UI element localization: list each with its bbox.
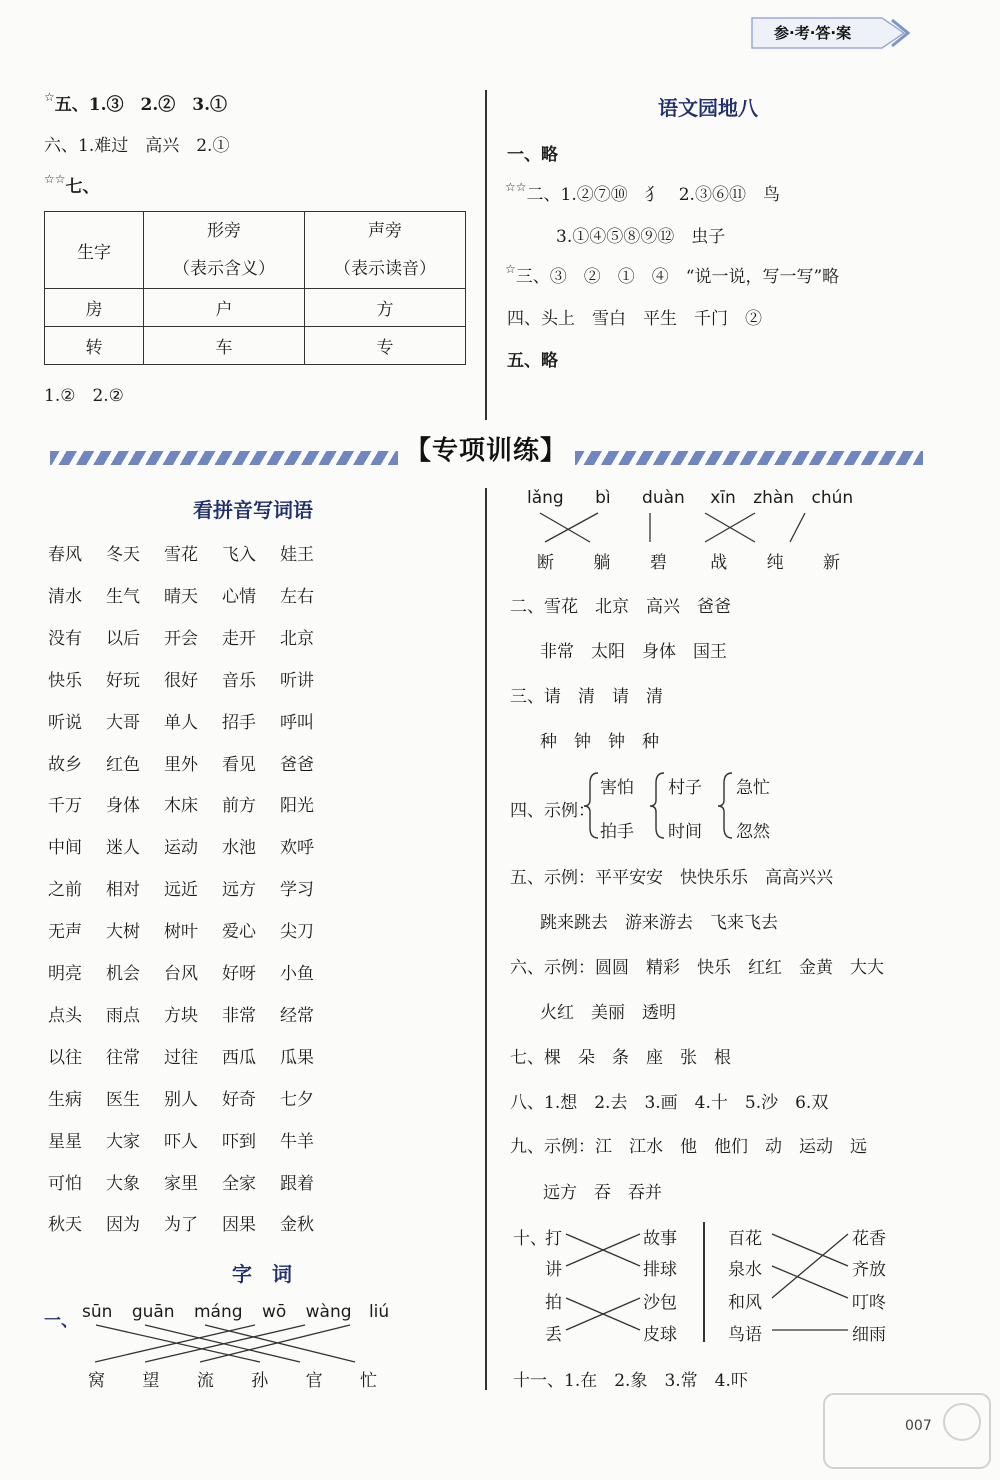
- vocab-word: 运动: [164, 838, 198, 859]
- vocab-word: 无声: [48, 922, 82, 943]
- q5-text: 五、1.③ 2.② 3.①: [54, 95, 228, 115]
- pinyin-item: lǎng: [527, 488, 564, 508]
- answer-line-r5: 四、头上 雪白 平生 千门 ②: [507, 309, 762, 329]
- q10-label: 十、: [513, 1229, 547, 1249]
- q4-label: 四、示例：: [510, 801, 595, 821]
- vocab-word: 为了: [164, 1215, 198, 1236]
- vocab-word: 大哥: [106, 712, 140, 733]
- vocab-word: 北京: [280, 628, 314, 649]
- table-cell: 转: [45, 327, 144, 365]
- vocab-word: 家里: [164, 1173, 198, 1194]
- vocab-word: 远方: [222, 880, 256, 901]
- q4-word: 拍手: [600, 822, 634, 842]
- star-mark: ☆: [44, 90, 55, 104]
- table-cell: 车: [144, 327, 305, 365]
- char-item: 碧: [649, 553, 667, 573]
- vocab-word: 故乡: [48, 754, 82, 775]
- vocab-word: 里外: [164, 754, 198, 775]
- q4-word: 时间: [668, 822, 702, 842]
- header-tag-text: 参·考·答·案: [774, 24, 852, 42]
- vocab-word: 以后: [106, 628, 140, 649]
- answer-line-r3: 3.①④⑤⑧⑨⑫ 虫子: [556, 227, 726, 247]
- vocab-word: 好奇: [222, 1089, 256, 1110]
- vocab-word: 雪花: [164, 545, 198, 565]
- answer-line-after-table: 1.② 2.②: [44, 386, 124, 406]
- pinyin-item: guān: [131, 1302, 175, 1322]
- q4-word: 村子: [668, 778, 702, 798]
- q10-rr-item: 叮咚: [852, 1293, 886, 1313]
- vocab-word: 医生: [106, 1089, 140, 1110]
- vocab-word: 雨点: [106, 1005, 140, 1026]
- q10-left-item: 讲: [545, 1260, 562, 1280]
- vocab-word: 左右: [280, 586, 314, 607]
- vocab-word: 爸爸: [280, 754, 314, 775]
- vocab-word: 秋天: [48, 1215, 82, 1236]
- vocab-word: 好呀: [222, 964, 256, 984]
- answer-line-q9b: 远方 吞 吞并: [543, 1183, 662, 1203]
- q10-rl-item: 泉水: [728, 1260, 762, 1280]
- pinyin-item: máng: [193, 1302, 243, 1322]
- q7-text: 七、: [65, 177, 100, 197]
- vocab-word: 吓人: [164, 1131, 198, 1152]
- vocab-word: 生气: [106, 586, 140, 607]
- pinyin-item: duàn: [642, 488, 685, 508]
- answer-line-q5b: 跳来跳去 游来游去 飞来飞去: [540, 913, 778, 933]
- q10-rr-item: 细雨: [852, 1325, 886, 1345]
- char-item: 纯: [766, 553, 784, 573]
- char-item: 官: [305, 1371, 323, 1391]
- vocab-word: 全家: [222, 1173, 256, 1194]
- vocab-word: 爱心: [222, 922, 256, 943]
- vocab-word: 学习: [280, 880, 314, 901]
- q4-word: 害怕: [600, 778, 634, 798]
- sound-note: （表示读音）: [334, 259, 436, 279]
- table-header-char: 生字: [45, 212, 144, 289]
- banner-title: 【专项训练】: [405, 436, 568, 466]
- answer-line-q6a: 六、示例：圆圆 精彩 快乐 红红 金黄 大大: [510, 958, 884, 978]
- vocab-word: 大树: [106, 922, 140, 943]
- vocab-word: 相对: [106, 880, 140, 901]
- vocab-word: 清水: [48, 586, 82, 607]
- vocab-word: 迷人: [106, 838, 140, 859]
- answer-line-q2a: 二、雪花 北京 高兴 爸爸: [510, 597, 731, 617]
- answer-line-q3b: 种 钟 钟 种: [540, 732, 659, 752]
- q10-mid-item: 沙包: [643, 1293, 677, 1313]
- q10-rr-item: 齐放: [852, 1260, 886, 1280]
- page-number: 007: [905, 1418, 932, 1434]
- r4-text: 三、③ ② ① ④ “说一说，写一写”略: [515, 267, 840, 287]
- pinyin-item: bì: [595, 488, 611, 508]
- vocab-word: 呼叫: [280, 712, 314, 733]
- char-item: 孙: [251, 1371, 269, 1391]
- vocab-word: 身体: [106, 796, 140, 817]
- q4-word: 忽然: [736, 822, 770, 842]
- answer-line-q5a: 五、示例：平平安安 快快乐乐 高高兴兴: [510, 868, 833, 888]
- vocab-word: 水池: [222, 838, 256, 859]
- char-item: 望: [142, 1371, 160, 1391]
- vocab-word: 以往: [48, 1047, 82, 1068]
- q10-rl-item: 和风: [728, 1293, 762, 1313]
- vocab-word: 台风: [164, 964, 198, 984]
- vocab-word: 看见: [222, 754, 256, 775]
- vocab-word: 方块: [164, 1005, 198, 1026]
- vocab-word: 可怕: [48, 1173, 82, 1194]
- vocab-word: 明亮: [48, 964, 82, 984]
- vocab-word: 冬天: [106, 545, 140, 565]
- vocab-word: 小鱼: [280, 964, 314, 984]
- vocab-word: 欢呼: [280, 838, 314, 859]
- vocab-word: 尖刀: [280, 922, 314, 943]
- q10-rl-item: 鸟语: [728, 1325, 762, 1345]
- vocab-word: 招手: [222, 712, 256, 733]
- q10-rr-item: 花香: [852, 1229, 886, 1249]
- star-mark: ☆: [505, 262, 516, 276]
- q10-left-item: 拍: [545, 1293, 562, 1313]
- answer-line-q11: 十一、1.在 2.象 3.常 4.吓: [513, 1371, 748, 1391]
- vocab-word: 飞入: [222, 545, 256, 565]
- vocab-word: 七夕: [280, 1089, 314, 1110]
- star-mark: ☆☆: [44, 172, 66, 186]
- q10-left-item: 丢: [545, 1325, 562, 1345]
- vocab-word: 红色: [106, 754, 140, 775]
- char-item: 窝: [88, 1371, 105, 1391]
- vocab-word: 单人: [164, 712, 198, 733]
- table-cell: 房: [45, 289, 144, 327]
- pinyin-item: zhàn: [753, 488, 795, 508]
- vocab-word: 机会: [106, 964, 140, 984]
- answer-line-r1: 一、略: [507, 145, 558, 165]
- answer-line-q6: 六、1.难过 高兴 2.①: [44, 136, 230, 156]
- answer-line-q2b: 非常 太阳 身体 国王: [540, 642, 727, 662]
- char-item: 战: [710, 553, 728, 573]
- vocab-word: 音乐: [222, 670, 256, 691]
- table-cell: 方: [305, 289, 466, 327]
- vocab-word: 点头: [48, 1005, 82, 1026]
- vocab-word: 金秋: [280, 1215, 314, 1236]
- vocab-word: 过往: [164, 1047, 198, 1068]
- vocab-word: 跟着: [280, 1173, 314, 1194]
- answer-line-q7: 七、棵 朵 条 座 张 根: [510, 1048, 731, 1068]
- q4-word: 急忙: [736, 778, 770, 798]
- pinyin-item: chún: [811, 488, 854, 508]
- vocab-word: 别人: [164, 1089, 198, 1110]
- watermark-shape: [822, 1392, 992, 1470]
- answer-line-q8: 八、1.想 2.去 3.画 4.十 5.沙 6.双: [510, 1093, 829, 1113]
- table-cell: 专: [305, 327, 466, 365]
- vocab-word: 树叶: [164, 922, 198, 943]
- char-item: 流: [196, 1371, 214, 1391]
- vocab-word: 因果: [222, 1215, 256, 1236]
- pinyin-item: wō: [261, 1302, 287, 1322]
- star-mark: ☆☆: [505, 180, 527, 194]
- vocab-word: 千万: [48, 796, 82, 817]
- q10-rl-item: 百花: [728, 1229, 762, 1249]
- vocab-word: 吓到: [222, 1131, 256, 1152]
- vocab-word: 大象: [106, 1173, 140, 1194]
- pinyin-item: wàng: [305, 1302, 352, 1322]
- vocab-word: 阳光: [280, 796, 314, 817]
- vocab-word: 心情: [222, 586, 256, 607]
- vocab-word: 大家: [106, 1131, 140, 1152]
- vocab-word: 牛羊: [280, 1131, 314, 1152]
- vocab-word: 开会: [164, 628, 198, 649]
- vocab-title: 看拼音写词语: [193, 498, 313, 522]
- q10-mid-item: 排球: [643, 1260, 677, 1280]
- form-note: （表示含义）: [173, 259, 275, 279]
- answer-line-r6: 五、略: [507, 351, 558, 371]
- vocab-word: 经常: [280, 1005, 314, 1026]
- char-item: 断: [537, 553, 554, 573]
- char-item: 忙: [360, 1371, 378, 1391]
- pinyin-item: liú: [368, 1302, 390, 1322]
- vocab-word: 好玩: [106, 670, 140, 691]
- answer-line-q6b: 火红 美丽 透明: [540, 1003, 676, 1023]
- vocab-word: 之前: [48, 880, 82, 901]
- q10-left-item: 打: [545, 1229, 562, 1249]
- vocab-word: 春风: [48, 545, 82, 565]
- vocab-word: 木床: [164, 796, 198, 817]
- vocab-word: 前方: [222, 796, 256, 817]
- q10-mid-item: 故事: [643, 1229, 677, 1249]
- vocab-word: 星星: [48, 1131, 82, 1152]
- vocab-word: 晴天: [164, 586, 198, 607]
- vocab-word: 走开: [222, 628, 256, 649]
- r2-text: 二、1.②⑦⑩ 犭 2.③⑥⑪ 鸟: [526, 185, 780, 205]
- vocab-word: 生病: [48, 1089, 82, 1110]
- answer-line-q3a: 三、请 清 请 清: [510, 687, 663, 707]
- vocab-word: 快乐: [48, 670, 82, 691]
- form-label: 形旁: [207, 221, 241, 241]
- section-title-yuwen: 语文园地八: [658, 96, 758, 120]
- vocab-word: 很好: [164, 670, 198, 691]
- sound-label: 声旁: [368, 221, 402, 241]
- char-item: 躺: [593, 553, 611, 573]
- vocab-word: 没有: [48, 628, 82, 649]
- vocab-word: 瓜果: [280, 1047, 314, 1068]
- pinyin-item: sūn: [82, 1302, 113, 1322]
- ziqi-title: 字 词: [232, 1262, 292, 1286]
- vocab-word: 非常: [222, 1005, 256, 1026]
- char-item: 新: [823, 553, 841, 573]
- watermark-logo: [822, 1392, 992, 1470]
- q10-mid-item: 皮球: [643, 1325, 677, 1345]
- vocab-word: 中间: [48, 838, 82, 859]
- vocab-word: 听说: [48, 712, 82, 733]
- vocab-word: 远近: [164, 880, 198, 901]
- answer-line-q9a: 九、示例：江 江水 他 他们 动 运动 远: [510, 1137, 867, 1157]
- pinyin-item: xīn: [710, 488, 736, 508]
- vocab-word: 西瓜: [222, 1047, 256, 1068]
- table-cell: 户: [144, 289, 305, 327]
- vocab-word: 听讲: [280, 670, 314, 691]
- vocab-word: 往常: [106, 1047, 140, 1068]
- vocab-word: 娃王: [280, 545, 314, 565]
- ziqi-q1-label: 一、: [44, 1311, 78, 1331]
- vocab-word: 因为: [106, 1215, 140, 1236]
